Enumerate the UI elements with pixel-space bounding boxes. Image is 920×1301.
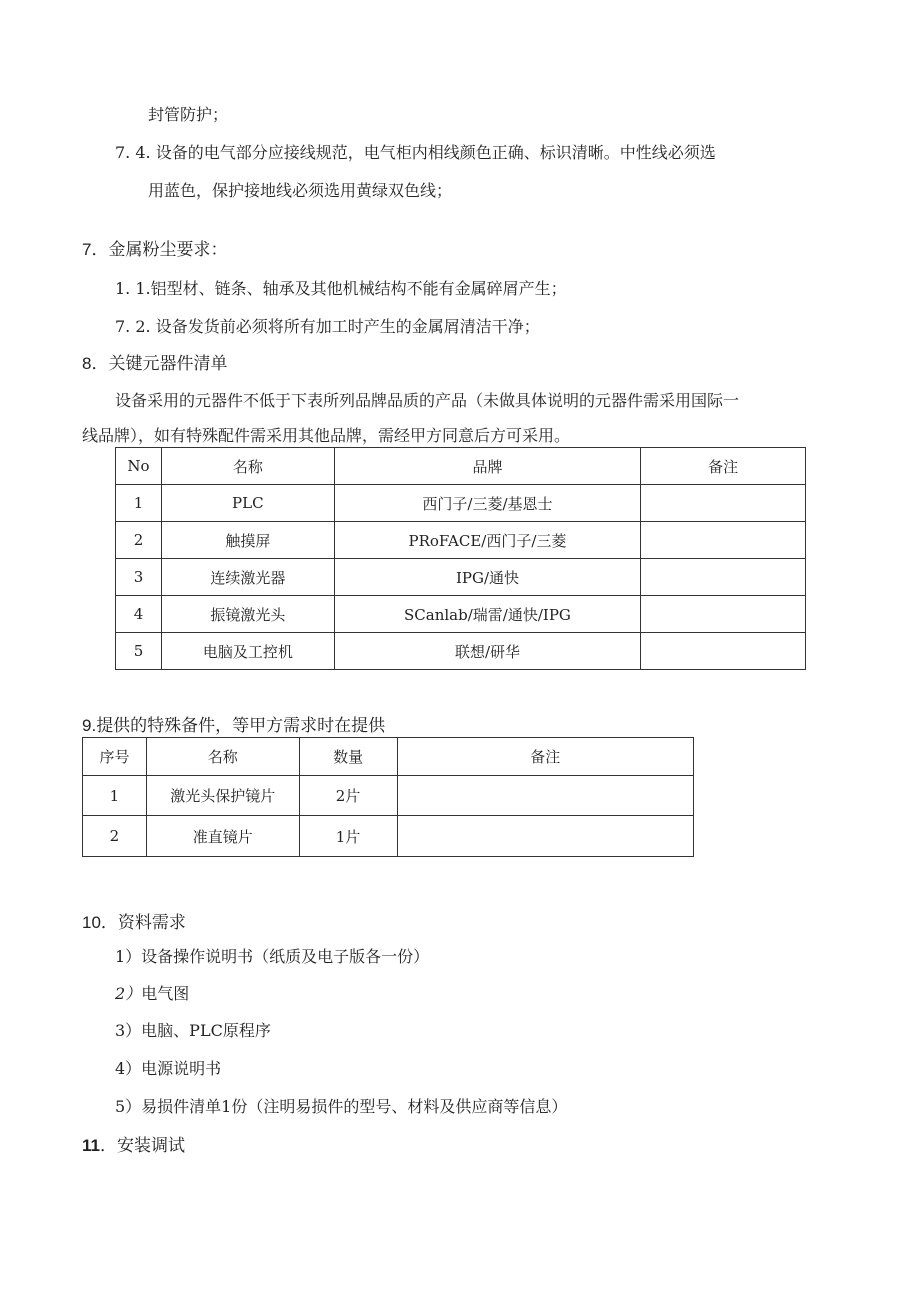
table-row	[83, 816, 694, 857]
table-cell: 5	[116, 633, 162, 670]
table-cell: 准直镜片	[146, 816, 299, 857]
header-cell: 名称	[161, 448, 334, 485]
table-cell: 1	[116, 485, 162, 522]
text-line: 7. 4. 设备的电气部分应接线规范，电气柜内相线颜色正确、标识清晰。中性线必须选	[115, 143, 716, 162]
doc-item: 4）电源说明书	[115, 1059, 222, 1078]
table-cell: 2	[116, 522, 162, 559]
table-cell: 3	[116, 559, 162, 596]
header-cell: 品牌	[334, 448, 641, 485]
table-row	[116, 485, 806, 522]
section-heading-11	[82, 1134, 185, 1158]
table-cell	[641, 522, 806, 559]
table-cell: 1	[83, 776, 147, 816]
table-cell: 连续激光器	[161, 559, 334, 596]
table-cell	[397, 776, 694, 816]
header-cell: 备注	[397, 738, 694, 776]
doc-item: 3）电脑、PLC原程序	[115, 1021, 271, 1040]
doc-item: 1）设备操作说明书（纸质及电子版各一份）	[115, 947, 430, 966]
table-cell: 触摸屏	[161, 522, 334, 559]
table-row	[116, 596, 806, 633]
section-heading-8	[82, 352, 227, 376]
table-cell: 西门子/三菱/基恩士	[334, 485, 641, 522]
section-number: 9.	[82, 716, 97, 735]
section-number: 11	[82, 1136, 100, 1155]
section-heading-7	[82, 238, 227, 262]
section-number: 10	[82, 913, 101, 932]
section-heading-10	[82, 911, 186, 935]
header-cell: 数量	[299, 738, 397, 776]
table-cell	[641, 596, 806, 633]
text-line: 线品牌），如有特殊配件需采用其他品牌，需经甲方同意后方可采用。	[82, 426, 571, 445]
table-header-row	[83, 738, 694, 776]
text-line: 7. 2. 设备发货前必须将所有加工时产生的金属屑清洁干净；	[115, 317, 540, 336]
table-cell	[641, 633, 806, 670]
header-cell: 序号	[83, 738, 147, 776]
table-cell	[397, 816, 694, 857]
text-line: 用蓝色，保护接地线必须选用黄绿双色线；	[148, 181, 453, 200]
section-title: ．安装调试	[99, 1136, 185, 1156]
text-line: 1. 1.铝型材、链条、轴承及其他机械结构不能有金属碎屑产生；	[115, 279, 567, 298]
table-cell	[641, 485, 806, 522]
table-cell	[641, 559, 806, 596]
doc-item-number: 2）	[115, 984, 142, 1003]
table-header-row	[116, 448, 806, 485]
header-cell: No	[116, 448, 162, 485]
table-row	[116, 559, 806, 596]
table-cell: 电脑及工控机	[161, 633, 334, 670]
table-row	[83, 776, 694, 816]
table-cell: 振镜激光头	[161, 596, 334, 633]
table-cell: PLC	[161, 485, 334, 522]
table-cell: 激光头保护镜片	[146, 776, 299, 816]
section-title: ．资料需求	[100, 913, 186, 933]
doc-item-text: 电气图	[141, 984, 190, 1003]
section-number: 7	[82, 240, 92, 259]
table-cell: 2片	[299, 776, 397, 816]
spare-parts-table	[82, 737, 694, 857]
table-row	[116, 633, 806, 670]
table-cell: 联想/研华	[334, 633, 641, 670]
doc-item	[115, 983, 189, 1005]
section-heading-9	[82, 714, 385, 738]
section-title: ．关键元器件清单	[91, 354, 228, 374]
brand-table	[115, 447, 806, 670]
table-cell: 4	[116, 596, 162, 633]
section-number: 8	[82, 354, 92, 373]
header-cell: 备注	[641, 448, 806, 485]
doc-item: 5）易损件清单1份（注明易损件的型号、材料及供应商等信息）	[115, 1097, 568, 1116]
text-line: 设备采用的元器件不低于下表所列品牌品质的产品（未做具体说明的元器件需采用国际一	[115, 391, 740, 410]
table-cell: 1片	[299, 816, 397, 857]
table-row	[116, 522, 806, 559]
text-line: 封管防护；	[148, 105, 229, 124]
table-cell: SCanlab/瑞雷/通快/IPG	[334, 596, 641, 633]
section-title: ．金属粉尘要求：	[91, 240, 228, 260]
table-cell: PRoFACE/西门子/三菱	[334, 522, 641, 559]
table-cell: 2	[83, 816, 147, 857]
section-title: 提供的特殊备件，等甲方需求时在提供	[96, 716, 386, 736]
header-cell: 名称	[146, 738, 299, 776]
table-cell: IPG/通快	[334, 559, 641, 596]
